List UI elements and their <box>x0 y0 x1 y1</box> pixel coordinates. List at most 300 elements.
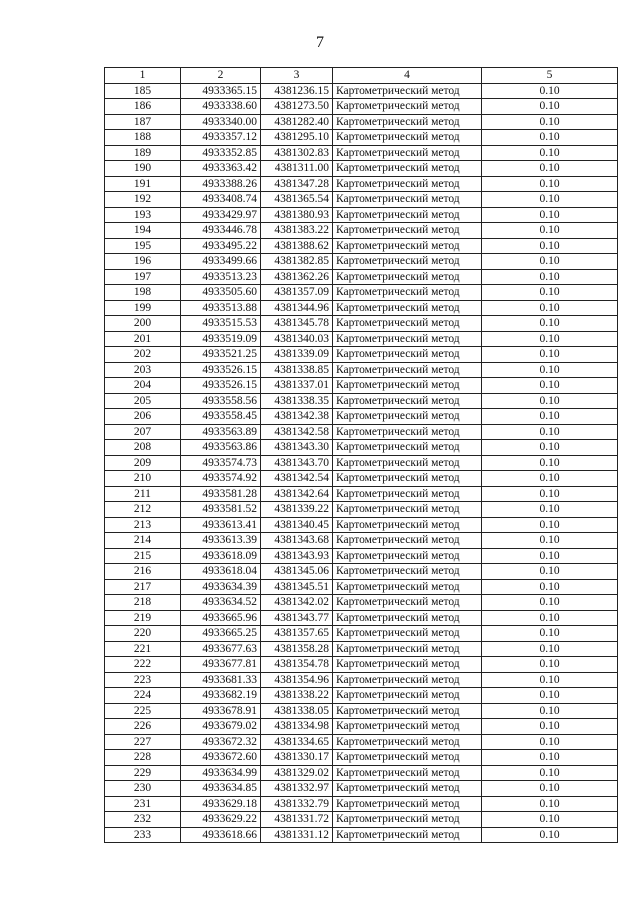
method-cell: Картометрический метод <box>333 750 482 766</box>
x-coordinate-cell: 4933634.39 <box>181 579 261 595</box>
method-cell: Картометрический метод <box>333 114 482 130</box>
y-coordinate-cell: 4381354.78 <box>261 657 333 673</box>
point-number-cell: 191 <box>105 176 181 192</box>
table-row <box>105 316 618 332</box>
method-cell: Картометрический метод <box>333 347 482 363</box>
y-coordinate-cell: 4381331.72 <box>261 812 333 828</box>
point-number-cell: 225 <box>105 703 181 719</box>
x-coordinate-cell: 4933634.99 <box>181 765 261 781</box>
accuracy-cell: 0.10 <box>482 254 618 270</box>
point-number-cell: 188 <box>105 130 181 146</box>
table-row <box>105 192 618 208</box>
x-coordinate-cell: 4933618.66 <box>181 827 261 843</box>
point-number-cell: 219 <box>105 610 181 626</box>
table-row <box>105 347 618 363</box>
accuracy-cell: 0.10 <box>482 393 618 409</box>
y-coordinate-cell: 4381343.70 <box>261 455 333 471</box>
point-number-cell: 198 <box>105 285 181 301</box>
accuracy-cell: 0.10 <box>482 517 618 533</box>
x-coordinate-cell: 4933408.74 <box>181 192 261 208</box>
table-row <box>105 114 618 130</box>
table-row <box>105 595 618 611</box>
table-body <box>105 83 618 843</box>
point-number-cell: 203 <box>105 362 181 378</box>
table-row <box>105 626 618 642</box>
point-number-cell: 226 <box>105 719 181 735</box>
x-coordinate-cell: 4933521.25 <box>181 347 261 363</box>
table-row <box>105 610 618 626</box>
method-cell: Картометрический метод <box>333 254 482 270</box>
method-cell: Картометрический метод <box>333 796 482 812</box>
method-cell: Картометрический метод <box>333 99 482 115</box>
y-coordinate-cell: 4381282.40 <box>261 114 333 130</box>
accuracy-cell: 0.10 <box>482 672 618 688</box>
x-coordinate-cell: 4933574.73 <box>181 455 261 471</box>
x-coordinate-cell: 4933672.32 <box>181 734 261 750</box>
accuracy-cell: 0.10 <box>482 362 618 378</box>
accuracy-cell: 0.10 <box>482 765 618 781</box>
table-row <box>105 455 618 471</box>
point-number-cell: 186 <box>105 99 181 115</box>
y-coordinate-cell: 4381338.05 <box>261 703 333 719</box>
table-row <box>105 223 618 239</box>
y-coordinate-cell: 4381338.35 <box>261 393 333 409</box>
point-number-cell: 232 <box>105 812 181 828</box>
y-coordinate-cell: 4381344.96 <box>261 300 333 316</box>
accuracy-cell: 0.10 <box>482 812 618 828</box>
table-row <box>105 548 618 564</box>
method-cell: Картометрический метод <box>333 130 482 146</box>
table-row <box>105 207 618 223</box>
accuracy-cell: 0.10 <box>482 548 618 564</box>
method-cell: Картометрический метод <box>333 517 482 533</box>
method-cell: Картометрический метод <box>333 719 482 735</box>
point-number-cell: 229 <box>105 765 181 781</box>
point-number-cell: 215 <box>105 548 181 564</box>
method-cell: Картометрический метод <box>333 300 482 316</box>
point-number-cell: 228 <box>105 750 181 766</box>
table-row <box>105 176 618 192</box>
x-coordinate-cell: 4933613.39 <box>181 533 261 549</box>
table-row <box>105 300 618 316</box>
x-coordinate-cell: 4933665.96 <box>181 610 261 626</box>
accuracy-cell: 0.10 <box>482 440 618 456</box>
point-number-cell: 192 <box>105 192 181 208</box>
point-number-cell: 218 <box>105 595 181 611</box>
point-number-cell: 212 <box>105 502 181 518</box>
method-cell: Картометрический метод <box>333 176 482 192</box>
method-cell: Картометрический метод <box>333 827 482 843</box>
x-coordinate-cell: 4933629.22 <box>181 812 261 828</box>
y-coordinate-cell: 4381342.54 <box>261 471 333 487</box>
accuracy-cell: 0.10 <box>482 409 618 425</box>
x-coordinate-cell: 4933495.22 <box>181 238 261 254</box>
method-cell: Картометрический метод <box>333 641 482 657</box>
x-coordinate-cell: 4933677.63 <box>181 641 261 657</box>
method-cell: Картометрический метод <box>333 595 482 611</box>
x-coordinate-cell: 4933629.18 <box>181 796 261 812</box>
point-number-cell: 224 <box>105 688 181 704</box>
x-coordinate-cell: 4933677.81 <box>181 657 261 673</box>
method-cell: Картометрический метод <box>333 161 482 177</box>
y-coordinate-cell: 4381380.93 <box>261 207 333 223</box>
y-coordinate-cell: 4381273.50 <box>261 99 333 115</box>
point-number-cell: 193 <box>105 207 181 223</box>
table-row <box>105 424 618 440</box>
x-coordinate-cell: 4933526.15 <box>181 378 261 394</box>
accuracy-cell: 0.10 <box>482 564 618 580</box>
table-row <box>105 238 618 254</box>
y-coordinate-cell: 4381332.97 <box>261 781 333 797</box>
accuracy-cell: 0.10 <box>482 595 618 611</box>
method-cell: Картометрический метод <box>333 765 482 781</box>
point-number-cell: 208 <box>105 440 181 456</box>
x-coordinate-cell: 4933352.85 <box>181 145 261 161</box>
table-row <box>105 285 618 301</box>
y-coordinate-cell: 4381342.02 <box>261 595 333 611</box>
table-row <box>105 533 618 549</box>
method-cell: Картометрический метод <box>333 471 482 487</box>
table-row <box>105 440 618 456</box>
point-number-cell: 197 <box>105 269 181 285</box>
y-coordinate-cell: 4381365.54 <box>261 192 333 208</box>
point-number-cell: 222 <box>105 657 181 673</box>
x-coordinate-cell: 4933388.26 <box>181 176 261 192</box>
table-row <box>105 796 618 812</box>
table-row <box>105 750 618 766</box>
x-coordinate-cell: 4933563.86 <box>181 440 261 456</box>
y-coordinate-cell: 4381340.45 <box>261 517 333 533</box>
point-number-cell: 230 <box>105 781 181 797</box>
method-cell: Картометрический метод <box>333 672 482 688</box>
method-cell: Картометрический метод <box>333 83 482 99</box>
accuracy-cell: 0.10 <box>482 176 618 192</box>
method-cell: Картометрический метод <box>333 579 482 595</box>
table-row <box>105 362 618 378</box>
y-coordinate-cell: 4381295.10 <box>261 130 333 146</box>
x-coordinate-cell: 4933634.85 <box>181 781 261 797</box>
y-coordinate-cell: 4381340.03 <box>261 331 333 347</box>
point-number-cell: 210 <box>105 471 181 487</box>
table-row <box>105 781 618 797</box>
point-number-cell: 231 <box>105 796 181 812</box>
table-row <box>105 517 618 533</box>
y-coordinate-cell: 4381332.79 <box>261 796 333 812</box>
accuracy-cell: 0.10 <box>482 579 618 595</box>
accuracy-cell: 0.10 <box>482 331 618 347</box>
method-cell: Картометрический метод <box>333 812 482 828</box>
accuracy-cell: 0.10 <box>482 83 618 99</box>
accuracy-cell: 0.10 <box>482 703 618 719</box>
y-coordinate-cell: 4381339.22 <box>261 502 333 518</box>
point-number-cell: 195 <box>105 238 181 254</box>
y-coordinate-cell: 4381345.51 <box>261 579 333 595</box>
accuracy-cell: 0.10 <box>482 130 618 146</box>
y-coordinate-cell: 4381236.15 <box>261 83 333 99</box>
y-coordinate-cell: 4381331.12 <box>261 827 333 843</box>
x-coordinate-cell: 4933634.52 <box>181 595 261 611</box>
table-row <box>105 734 618 750</box>
x-coordinate-cell: 4933363.42 <box>181 161 261 177</box>
method-cell: Картометрический метод <box>333 781 482 797</box>
y-coordinate-cell: 4381354.96 <box>261 672 333 688</box>
y-coordinate-cell: 4381357.09 <box>261 285 333 301</box>
x-coordinate-cell: 4933618.04 <box>181 564 261 580</box>
x-coordinate-cell: 4933558.56 <box>181 393 261 409</box>
method-cell: Картометрический метод <box>333 331 482 347</box>
y-coordinate-cell: 4381343.68 <box>261 533 333 549</box>
x-coordinate-cell: 4933513.23 <box>181 269 261 285</box>
column-header-1: 1 <box>105 68 181 84</box>
method-cell: Картометрический метод <box>333 502 482 518</box>
accuracy-cell: 0.10 <box>482 641 618 657</box>
method-cell: Картометрический метод <box>333 455 482 471</box>
point-number-cell: 227 <box>105 734 181 750</box>
point-number-cell: 187 <box>105 114 181 130</box>
y-coordinate-cell: 4381342.58 <box>261 424 333 440</box>
method-cell: Картометрический метод <box>333 362 482 378</box>
accuracy-cell: 0.10 <box>482 502 618 518</box>
method-cell: Картометрический метод <box>333 564 482 580</box>
y-coordinate-cell: 4381311.00 <box>261 161 333 177</box>
table-row <box>105 161 618 177</box>
y-coordinate-cell: 4381357.65 <box>261 626 333 642</box>
method-cell: Картометрический метод <box>333 610 482 626</box>
table-row <box>105 719 618 735</box>
table-row <box>105 765 618 781</box>
point-number-cell: 199 <box>105 300 181 316</box>
x-coordinate-cell: 4933678.91 <box>181 703 261 719</box>
accuracy-cell: 0.10 <box>482 223 618 239</box>
point-number-cell: 217 <box>105 579 181 595</box>
x-coordinate-cell: 4933429.97 <box>181 207 261 223</box>
point-number-cell: 216 <box>105 564 181 580</box>
x-coordinate-cell: 4933682.19 <box>181 688 261 704</box>
method-cell: Картометрический метод <box>333 626 482 642</box>
method-cell: Картометрический метод <box>333 145 482 161</box>
x-coordinate-cell: 4933679.02 <box>181 719 261 735</box>
x-coordinate-cell: 4933618.09 <box>181 548 261 564</box>
method-cell: Картометрический метод <box>333 703 482 719</box>
accuracy-cell: 0.10 <box>482 99 618 115</box>
accuracy-cell: 0.10 <box>482 424 618 440</box>
x-coordinate-cell: 4933365.15 <box>181 83 261 99</box>
method-cell: Картометрический метод <box>333 378 482 394</box>
x-coordinate-cell: 4933446.78 <box>181 223 261 239</box>
method-cell: Картометрический метод <box>333 533 482 549</box>
x-coordinate-cell: 4933681.33 <box>181 672 261 688</box>
x-coordinate-cell: 4933613.41 <box>181 517 261 533</box>
method-cell: Картометрический метод <box>333 238 482 254</box>
x-coordinate-cell: 4933499.66 <box>181 254 261 270</box>
point-number-cell: 209 <box>105 455 181 471</box>
accuracy-cell: 0.10 <box>482 719 618 735</box>
method-cell: Картометрический метод <box>333 285 482 301</box>
table-row <box>105 657 618 673</box>
coordinates-table <box>104 67 618 843</box>
accuracy-cell: 0.10 <box>482 192 618 208</box>
point-number-cell: 213 <box>105 517 181 533</box>
x-coordinate-cell: 4933581.52 <box>181 502 261 518</box>
accuracy-cell: 0.10 <box>482 688 618 704</box>
column-header-5: 5 <box>482 68 618 84</box>
accuracy-cell: 0.10 <box>482 455 618 471</box>
table-row <box>105 83 618 99</box>
method-cell: Картометрический метод <box>333 424 482 440</box>
accuracy-cell: 0.10 <box>482 347 618 363</box>
y-coordinate-cell: 4381330.17 <box>261 750 333 766</box>
x-coordinate-cell: 4933338.60 <box>181 99 261 115</box>
y-coordinate-cell: 4381342.64 <box>261 486 333 502</box>
table-row <box>105 564 618 580</box>
x-coordinate-cell: 4933515.53 <box>181 316 261 332</box>
method-cell: Картометрический метод <box>333 316 482 332</box>
y-coordinate-cell: 4381302.83 <box>261 145 333 161</box>
accuracy-cell: 0.10 <box>482 114 618 130</box>
table-row <box>105 502 618 518</box>
accuracy-cell: 0.10 <box>482 610 618 626</box>
method-cell: Картометрический метод <box>333 548 482 564</box>
table-row <box>105 378 618 394</box>
point-number-cell: 211 <box>105 486 181 502</box>
point-number-cell: 185 <box>105 83 181 99</box>
y-coordinate-cell: 4381338.85 <box>261 362 333 378</box>
x-coordinate-cell: 4933340.00 <box>181 114 261 130</box>
table-row <box>105 130 618 146</box>
column-header-4: 4 <box>333 68 482 84</box>
x-coordinate-cell: 4933519.09 <box>181 331 261 347</box>
accuracy-cell: 0.10 <box>482 161 618 177</box>
table-row <box>105 486 618 502</box>
method-cell: Картометрический метод <box>333 734 482 750</box>
y-coordinate-cell: 4381343.30 <box>261 440 333 456</box>
accuracy-cell: 0.10 <box>482 734 618 750</box>
table-row <box>105 688 618 704</box>
point-number-cell: 200 <box>105 316 181 332</box>
method-cell: Картометрический метод <box>333 409 482 425</box>
point-number-cell: 221 <box>105 641 181 657</box>
point-number-cell: 189 <box>105 145 181 161</box>
method-cell: Картометрический метод <box>333 269 482 285</box>
y-coordinate-cell: 4381338.22 <box>261 688 333 704</box>
y-coordinate-cell: 4381388.62 <box>261 238 333 254</box>
y-coordinate-cell: 4381334.65 <box>261 734 333 750</box>
column-header-3: 3 <box>261 68 333 84</box>
y-coordinate-cell: 4381343.93 <box>261 548 333 564</box>
table-row <box>105 641 618 657</box>
table-row <box>105 672 618 688</box>
method-cell: Картометрический метод <box>333 207 482 223</box>
point-number-cell: 190 <box>105 161 181 177</box>
y-coordinate-cell: 4381329.02 <box>261 765 333 781</box>
y-coordinate-cell: 4381345.06 <box>261 564 333 580</box>
x-coordinate-cell: 4933558.45 <box>181 409 261 425</box>
method-cell: Картометрический метод <box>333 393 482 409</box>
accuracy-cell: 0.10 <box>482 626 618 642</box>
y-coordinate-cell: 4381337.01 <box>261 378 333 394</box>
accuracy-cell: 0.10 <box>482 145 618 161</box>
table-row <box>105 812 618 828</box>
accuracy-cell: 0.10 <box>482 533 618 549</box>
y-coordinate-cell: 4381342.38 <box>261 409 333 425</box>
y-coordinate-cell: 4381343.77 <box>261 610 333 626</box>
accuracy-cell: 0.10 <box>482 378 618 394</box>
point-number-cell: 201 <box>105 331 181 347</box>
x-coordinate-cell: 4933357.12 <box>181 130 261 146</box>
accuracy-cell: 0.10 <box>482 486 618 502</box>
x-coordinate-cell: 4933526.15 <box>181 362 261 378</box>
table-header-row <box>105 68 618 84</box>
method-cell: Картометрический метод <box>333 440 482 456</box>
table-row <box>105 579 618 595</box>
x-coordinate-cell: 4933563.89 <box>181 424 261 440</box>
table-row <box>105 269 618 285</box>
accuracy-cell: 0.10 <box>482 269 618 285</box>
table-row <box>105 254 618 270</box>
y-coordinate-cell: 4381362.26 <box>261 269 333 285</box>
accuracy-cell: 0.10 <box>482 781 618 797</box>
table-row <box>105 331 618 347</box>
y-coordinate-cell: 4381334.98 <box>261 719 333 735</box>
x-coordinate-cell: 4933513.88 <box>181 300 261 316</box>
table-row <box>105 827 618 843</box>
x-coordinate-cell: 4933672.60 <box>181 750 261 766</box>
accuracy-cell: 0.10 <box>482 316 618 332</box>
x-coordinate-cell: 4933665.25 <box>181 626 261 642</box>
accuracy-cell: 0.10 <box>482 750 618 766</box>
method-cell: Картометрический метод <box>333 223 482 239</box>
y-coordinate-cell: 4381358.28 <box>261 641 333 657</box>
table-row <box>105 393 618 409</box>
table-row <box>105 145 618 161</box>
point-number-cell: 206 <box>105 409 181 425</box>
accuracy-cell: 0.10 <box>482 207 618 223</box>
y-coordinate-cell: 4381339.09 <box>261 347 333 363</box>
accuracy-cell: 0.10 <box>482 471 618 487</box>
x-coordinate-cell: 4933505.60 <box>181 285 261 301</box>
accuracy-cell: 0.10 <box>482 657 618 673</box>
accuracy-cell: 0.10 <box>482 300 618 316</box>
accuracy-cell: 0.10 <box>482 285 618 301</box>
accuracy-cell: 0.10 <box>482 796 618 812</box>
point-number-cell: 223 <box>105 672 181 688</box>
table-row <box>105 99 618 115</box>
point-number-cell: 205 <box>105 393 181 409</box>
y-coordinate-cell: 4381347.28 <box>261 176 333 192</box>
page-number: 7 <box>316 34 324 51</box>
accuracy-cell: 0.10 <box>482 827 618 843</box>
point-number-cell: 220 <box>105 626 181 642</box>
point-number-cell: 204 <box>105 378 181 394</box>
x-coordinate-cell: 4933574.92 <box>181 471 261 487</box>
y-coordinate-cell: 4381382.85 <box>261 254 333 270</box>
point-number-cell: 196 <box>105 254 181 270</box>
column-header-2: 2 <box>181 68 261 84</box>
x-coordinate-cell: 4933581.28 <box>181 486 261 502</box>
point-number-cell: 207 <box>105 424 181 440</box>
point-number-cell: 194 <box>105 223 181 239</box>
table-row <box>105 409 618 425</box>
method-cell: Картометрический метод <box>333 657 482 673</box>
y-coordinate-cell: 4381345.78 <box>261 316 333 332</box>
method-cell: Картометрический метод <box>333 688 482 704</box>
y-coordinate-cell: 4381383.22 <box>261 223 333 239</box>
method-cell: Картометрический метод <box>333 486 482 502</box>
point-number-cell: 214 <box>105 533 181 549</box>
table-row <box>105 703 618 719</box>
point-number-cell: 202 <box>105 347 181 363</box>
method-cell: Картометрический метод <box>333 192 482 208</box>
